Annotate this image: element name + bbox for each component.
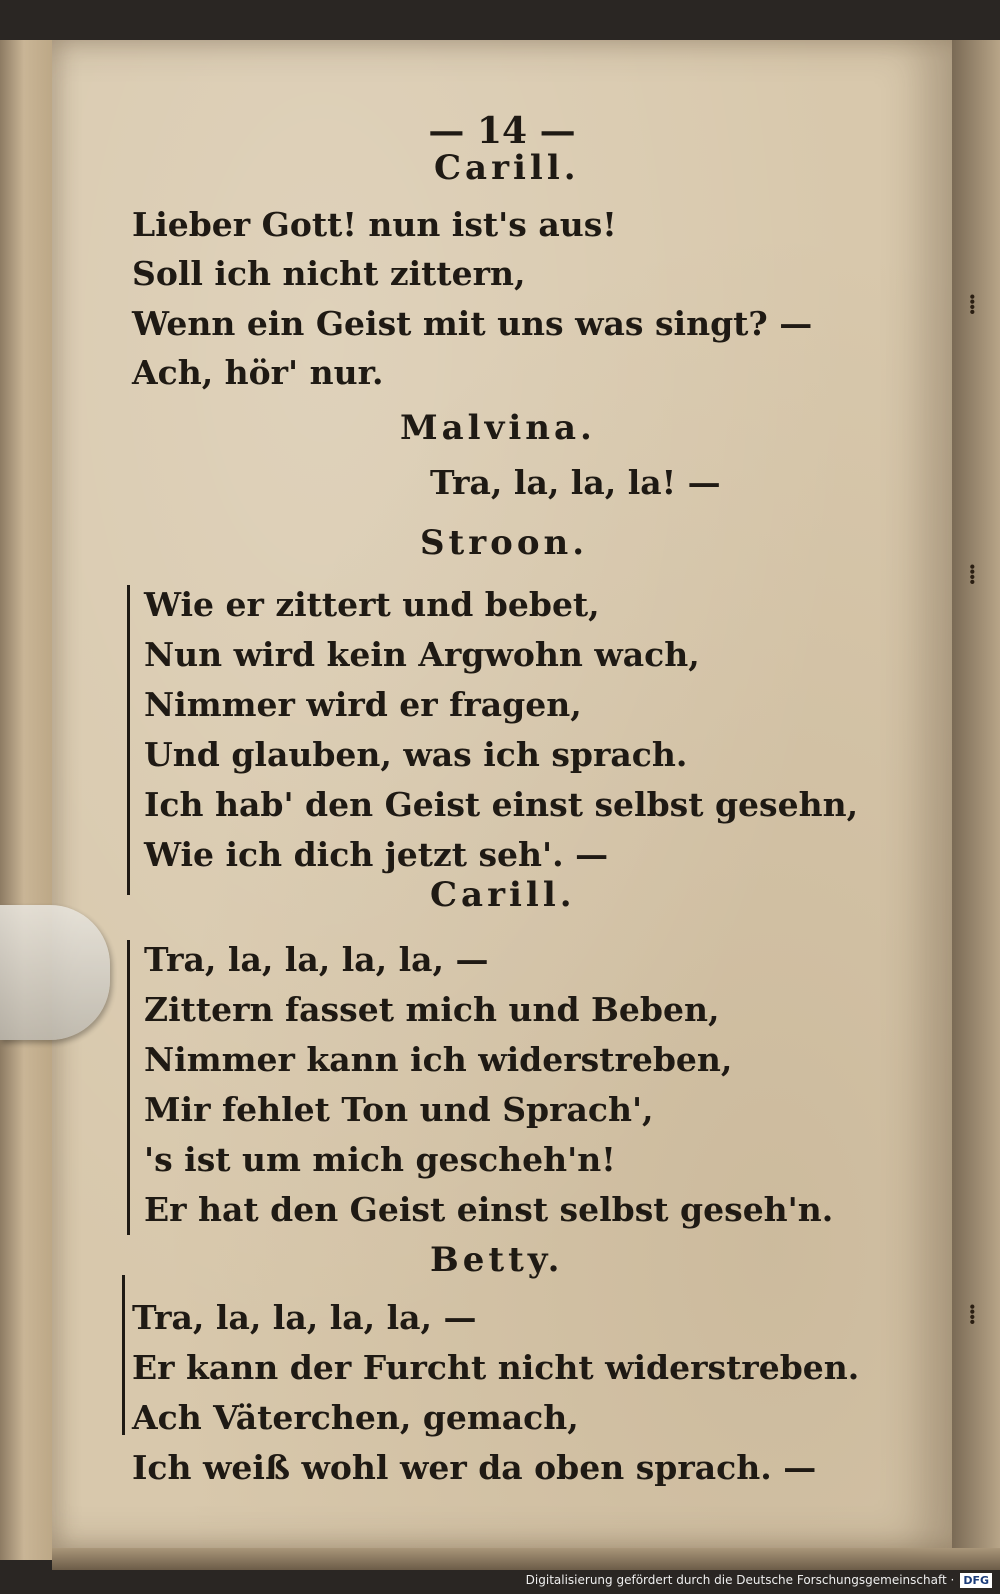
text-line: Wie er zittert und bebet, bbox=[144, 585, 600, 624]
speaker-carill: Carill. bbox=[430, 875, 576, 915]
bleed-glyph: ⁞ bbox=[968, 290, 977, 320]
speaker-carill: Carill. bbox=[434, 148, 580, 188]
text-line: Nimmer wird er fragen, bbox=[144, 685, 582, 724]
speaker-betty: Betty. bbox=[430, 1240, 564, 1280]
brace-line bbox=[127, 940, 130, 1235]
text-line: Ich hab' den Geist einst selbst gesehn, bbox=[144, 785, 859, 824]
footer-text: Digitalisierung gefördert durch die Deutsche Forschungsgemeinschaft · bbox=[525, 1573, 955, 1587]
text-line: Tra, la, la, la, la, — bbox=[132, 1298, 477, 1337]
text-line: Ich weiß wohl wer da oben sprach. — bbox=[132, 1448, 817, 1487]
speaker-stroon: Stroon. bbox=[420, 523, 589, 563]
text-line: Er hat den Geist einst selbst geseh'n. bbox=[144, 1190, 834, 1229]
book-bottom-edge bbox=[52, 1548, 1000, 1570]
brace-line bbox=[127, 585, 130, 895]
text-line: Tra, la, la, la, la, — bbox=[144, 940, 489, 979]
dfg-logo: DFG bbox=[960, 1573, 992, 1588]
text-line: Nimmer kann ich widerstreben, bbox=[144, 1040, 733, 1079]
text-line: Wie ich dich jetzt seh'. — bbox=[144, 835, 609, 874]
text-line: Und glauben, was ich sprach. bbox=[144, 735, 688, 774]
bleed-glyph: ⁞ bbox=[968, 1300, 977, 1330]
page-number: — 14 — bbox=[428, 110, 576, 152]
page-clip bbox=[0, 905, 110, 1040]
text-line: Zittern fasset mich und Beben, bbox=[144, 990, 720, 1029]
text-line: Soll ich nicht zittern, bbox=[132, 254, 526, 293]
text-line: Nun wird kein Argwohn wach, bbox=[144, 635, 700, 674]
book-page bbox=[52, 40, 952, 1548]
bleed-glyph: ⁞ bbox=[968, 560, 977, 590]
text-line: Ach Väterchen, gemach, bbox=[132, 1398, 579, 1437]
text-line: Mir fehlet Ton und Sprach', bbox=[144, 1090, 654, 1129]
digitization-footer bbox=[526, 1570, 992, 1590]
text-line: Wenn ein Geist mit uns was singt? — bbox=[132, 304, 813, 343]
text-line: Er kann der Furcht nicht widerstreben. bbox=[132, 1348, 860, 1387]
brace-line bbox=[122, 1275, 125, 1435]
text-line: Tra, la, la, la! — bbox=[430, 463, 721, 502]
text-line: 's ist um mich gescheh'n! bbox=[144, 1140, 616, 1179]
text-line: Lieber Gott! nun ist's aus! bbox=[132, 205, 617, 244]
speaker-malvina: Malvina. bbox=[400, 408, 596, 448]
text-line: Ach, hör' nur. bbox=[132, 353, 384, 392]
